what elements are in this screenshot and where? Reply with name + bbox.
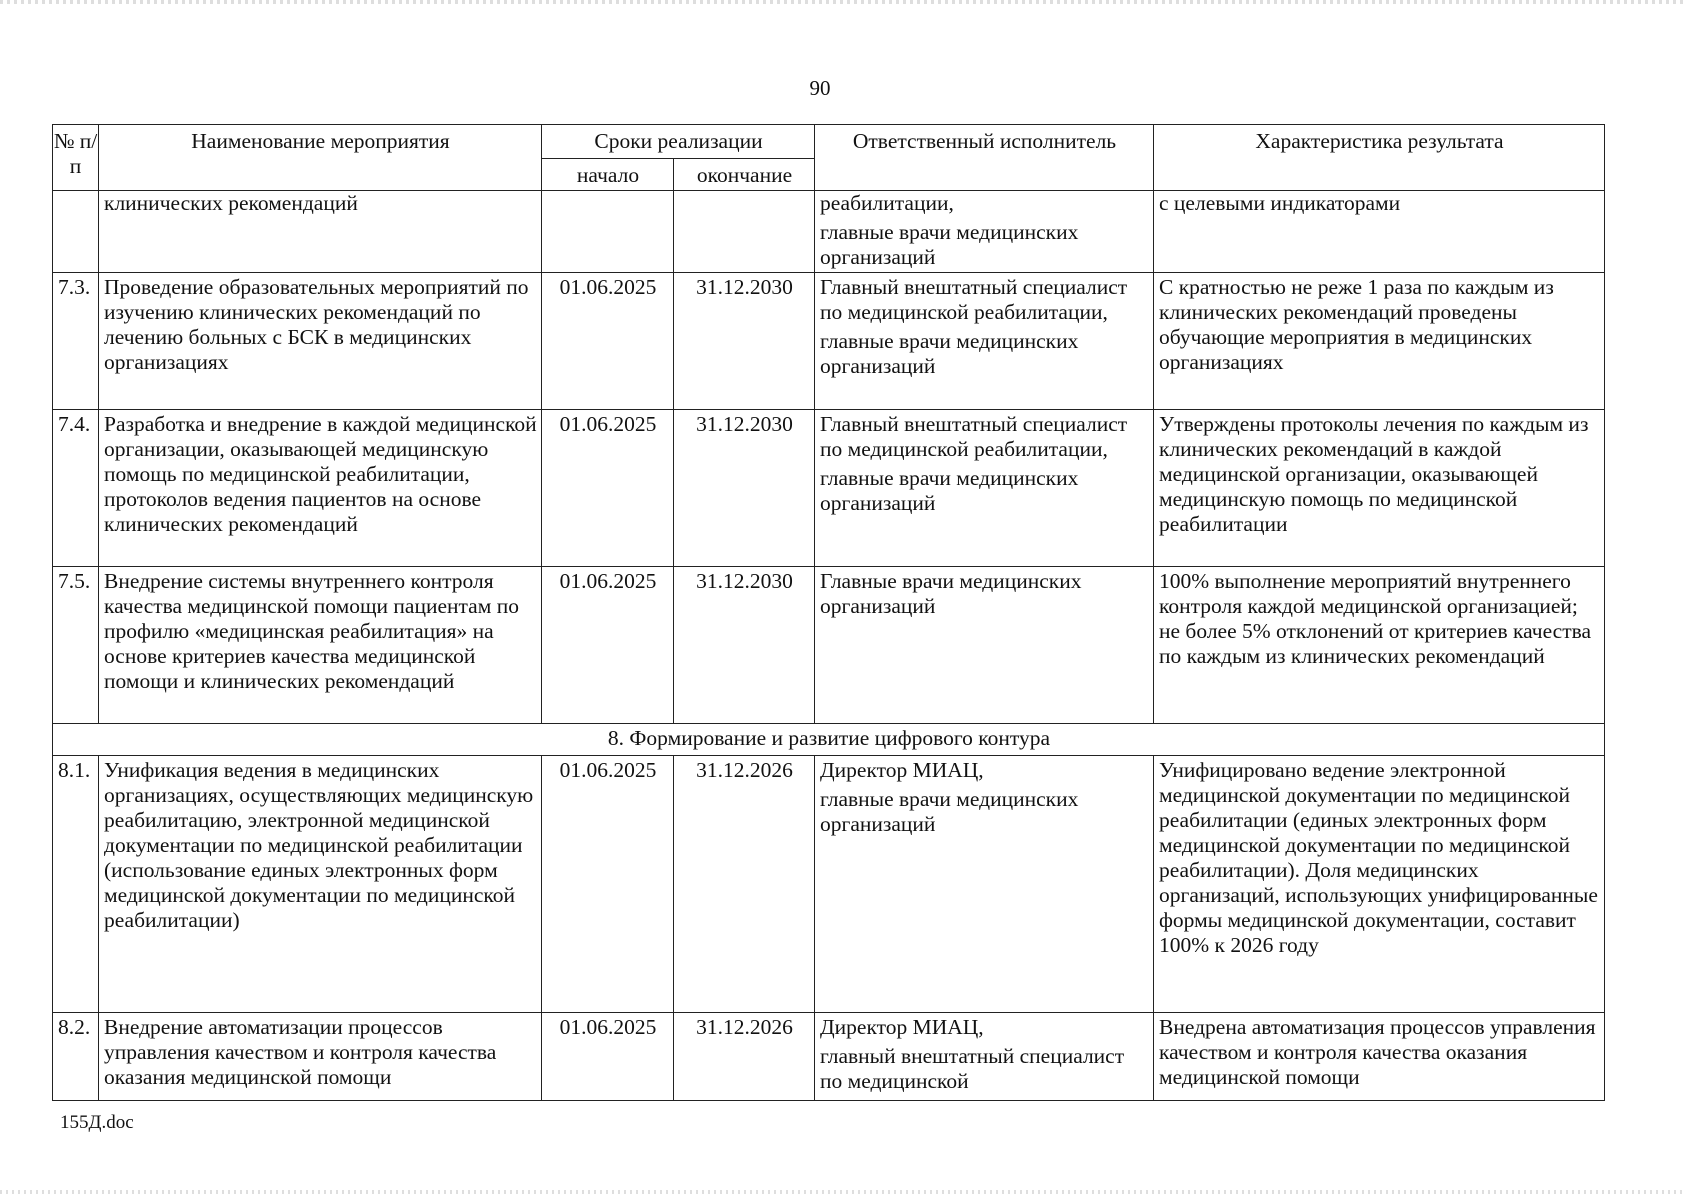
responsible-line: Директор МИАЦ,	[820, 758, 984, 782]
row-end: 31.12.2030	[674, 567, 815, 724]
row-result: 100% выполнение мероприятий внутреннего контроля каждой медицинской организацией; не более 5% отклонений от критериев качества по каждым из клинических рекомендаций	[1154, 567, 1605, 724]
row-responsible	[815, 567, 1154, 724]
section-title: 8. Формирование и развитие цифрового контура	[53, 724, 1605, 756]
row-name: Внедрение системы внутреннего контроля качества медицинской помощи пациентам по профилю «медицинская реабилитация» на основе критериев качества медицинской помощи и клинических рекомендаций	[99, 567, 542, 724]
scan-edge-bottom	[0, 1190, 1686, 1194]
header-responsible: Ответственный исполнитель	[815, 125, 1154, 191]
row-name: Внедрение автоматизации процессов управления качеством и контроля качества оказания медицинской помощи	[99, 1013, 542, 1101]
header-result: Характеристика результата	[1154, 125, 1605, 191]
section-row	[53, 724, 1605, 756]
row-start: 01.06.2025	[542, 567, 674, 724]
table-row	[53, 1013, 1605, 1101]
responsible-line: реабилитации,	[820, 191, 954, 215]
header-num: № п/п	[53, 125, 99, 191]
row-name: клинических рекомендаций	[99, 191, 542, 273]
row-name: Унификация ведения в медицинских организациях, осуществляющих медицинскую реабилитацию, электронной медицинской документации по медицинской реабилитации (использование единых электронных форм медицинской документации по медицинской реабилитации)	[99, 756, 542, 1013]
row-start	[542, 191, 674, 273]
row-start: 01.06.2025	[542, 410, 674, 567]
row-end	[674, 191, 815, 273]
table-header-row	[53, 125, 1605, 159]
responsible-line: главные врачи медицинских организаций	[820, 787, 1079, 836]
row-num	[53, 191, 99, 273]
table-row	[53, 410, 1605, 567]
row-end: 31.12.2030	[674, 273, 815, 410]
row-end: 31.12.2026	[674, 1013, 815, 1101]
row-name: Разработка и внедрение в каждой медицинской организации, оказывающей медицинскую помощь по медицинской реабилитации, протоколов ведения пациентов на основе клинических рекомендаций	[99, 410, 542, 567]
page-number: 90	[809, 76, 831, 100]
responsible-line: главные врачи медицинских организаций	[820, 329, 1079, 378]
row-result: С кратностью не реже 1 раза по каждым из клинических рекомендаций проведены обучающие мероприятия в медицинских организациях	[1154, 273, 1605, 410]
row-responsible	[815, 191, 1154, 273]
row-start: 01.06.2025	[542, 273, 674, 410]
footer-filename: 155Д.doc	[60, 1112, 134, 1133]
table-row	[53, 567, 1605, 724]
row-num: 7.4.	[53, 410, 99, 567]
row-start: 01.06.2025	[542, 756, 674, 1013]
row-responsible	[815, 410, 1154, 567]
responsible-line: Главный внештатный специалист по медицинской реабилитации,	[820, 412, 1128, 461]
header-end: окончание	[674, 159, 815, 191]
row-result: Унифицировано ведение электронной медицинской документации по медицинской реабилитации (единых электронных форм медицинской документации по медицинской реабилитации). Доля медицинских организаций, использующих унифицированные формы медицинской документации, составит 100% к 2026 году	[1154, 756, 1605, 1013]
header-name: Наименование мероприятия	[99, 125, 542, 191]
scan-edge-top	[0, 0, 1686, 4]
row-responsible	[815, 756, 1154, 1013]
row-name: Проведение образовательных мероприятий по изучению клинических рекомендаций по лечению больных с БСК в медицинских организациях	[99, 273, 542, 410]
responsible-line: Главные врачи медицинских организаций	[820, 569, 1082, 618]
row-end: 31.12.2030	[674, 410, 815, 567]
row-end: 31.12.2026	[674, 756, 815, 1013]
responsible-line: Директор МИАЦ,	[820, 1015, 984, 1039]
row-result: с целевыми индикаторами	[1154, 191, 1605, 273]
responsible-line: главный внештатный специалист по медицинской	[820, 1044, 1125, 1093]
responsible-line: Главный внештатный специалист по медицинской реабилитации,	[820, 275, 1128, 324]
row-responsible	[815, 273, 1154, 410]
row-num: 8.1.	[53, 756, 99, 1013]
row-start: 01.06.2025	[542, 1013, 674, 1101]
row-num: 8.2.	[53, 1013, 99, 1101]
row-result: Внедрена автоматизация процессов управления качеством и контроля качества оказания медицинской помощи	[1154, 1013, 1605, 1101]
row-num: 7.3.	[53, 273, 99, 410]
responsible-line: главные врачи медицинских организаций	[820, 466, 1079, 515]
responsible-line: главные врачи медицинских организаций	[820, 220, 1079, 269]
header-start: начало	[542, 159, 674, 191]
table-row	[53, 273, 1605, 410]
row-result: Утверждены протоколы лечения по каждым из клинических рекомендаций в каждой медицинской организации, оказывающей медицинскую помощь по медицинской реабилитации	[1154, 410, 1605, 567]
table-row	[53, 756, 1605, 1013]
row-num: 7.5.	[53, 567, 99, 724]
row-responsible	[815, 1013, 1154, 1101]
table-row	[53, 191, 1605, 273]
header-terms: Сроки реализации	[542, 125, 815, 159]
measures-table	[52, 124, 1605, 1101]
